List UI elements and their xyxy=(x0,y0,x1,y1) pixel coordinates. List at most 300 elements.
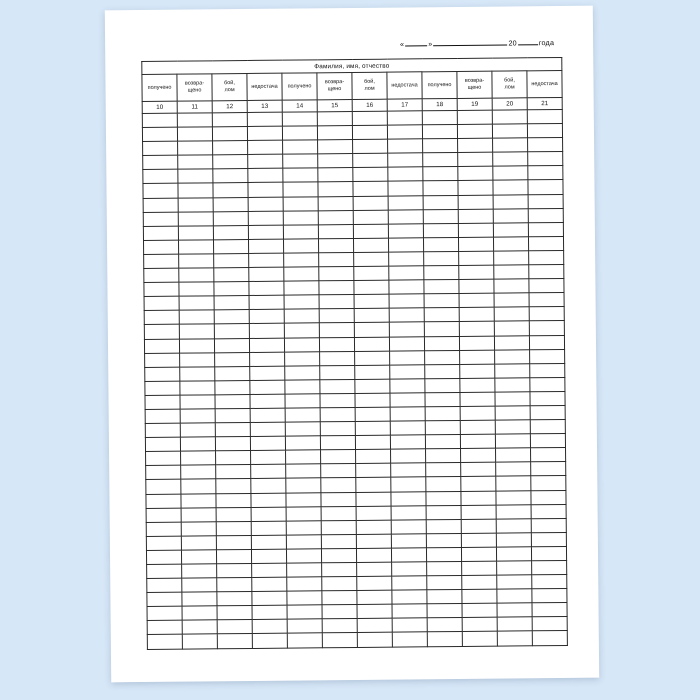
table-cell[interactable] xyxy=(355,421,390,435)
table-cell[interactable] xyxy=(356,478,391,492)
table-cell[interactable] xyxy=(354,252,389,266)
table-cell[interactable] xyxy=(530,434,565,448)
table-cell[interactable] xyxy=(285,394,320,408)
table-cell[interactable] xyxy=(461,547,496,561)
table-cell[interactable] xyxy=(356,492,391,506)
table-cell[interactable] xyxy=(492,124,527,138)
table-cell[interactable] xyxy=(531,490,566,504)
table-cell[interactable] xyxy=(215,408,250,422)
table-cell[interactable] xyxy=(458,167,493,181)
table-cell[interactable] xyxy=(462,632,497,646)
table-cell[interactable] xyxy=(283,182,318,196)
table-cell[interactable] xyxy=(147,606,182,620)
table-cell[interactable] xyxy=(181,550,216,564)
table-cell[interactable] xyxy=(532,631,567,645)
table-cell[interactable] xyxy=(216,451,251,465)
table-cell[interactable] xyxy=(529,335,564,349)
table-cell[interactable] xyxy=(462,575,497,589)
table-cell[interactable] xyxy=(182,606,217,620)
table-cell[interactable] xyxy=(252,563,287,577)
table-cell[interactable] xyxy=(352,111,387,125)
table-cell[interactable] xyxy=(248,239,283,253)
table-cell[interactable] xyxy=(459,322,494,336)
table-cell[interactable] xyxy=(353,182,388,196)
table-cell[interactable] xyxy=(322,562,357,576)
table-cell[interactable] xyxy=(496,448,531,462)
table-cell[interactable] xyxy=(180,352,215,366)
table-cell[interactable] xyxy=(214,282,249,296)
table-cell[interactable] xyxy=(352,125,387,139)
table-cell[interactable] xyxy=(287,605,322,619)
table-cell[interactable] xyxy=(144,325,179,339)
table-cell[interactable] xyxy=(179,338,214,352)
table-cell[interactable] xyxy=(425,435,460,449)
table-cell[interactable] xyxy=(529,250,564,264)
table-cell[interactable] xyxy=(145,437,180,451)
table-cell[interactable] xyxy=(354,323,389,337)
table-cell[interactable] xyxy=(530,405,565,419)
table-cell[interactable] xyxy=(461,448,496,462)
table-cell[interactable] xyxy=(493,237,528,251)
table-cell[interactable] xyxy=(249,324,284,338)
table-cell[interactable] xyxy=(530,391,565,405)
table-cell[interactable] xyxy=(285,351,320,365)
table-cell[interactable] xyxy=(427,632,462,646)
table-cell[interactable] xyxy=(319,295,354,309)
table-cell[interactable] xyxy=(248,140,283,154)
table-cell[interactable] xyxy=(180,437,215,451)
table-cell[interactable] xyxy=(528,222,563,236)
table-cell[interactable] xyxy=(389,252,424,266)
table-cell[interactable] xyxy=(461,477,496,491)
table-cell[interactable] xyxy=(180,367,215,381)
table-cell[interactable] xyxy=(285,365,320,379)
table-cell[interactable] xyxy=(355,351,390,365)
table-cell[interactable] xyxy=(531,546,566,560)
table-cell[interactable] xyxy=(286,506,321,520)
table-cell[interactable] xyxy=(391,520,426,534)
table-cell[interactable] xyxy=(287,577,322,591)
table-cell[interactable] xyxy=(283,196,318,210)
table-cell[interactable] xyxy=(527,124,562,138)
table-cell[interactable] xyxy=(213,155,248,169)
table-cell[interactable] xyxy=(146,451,181,465)
table-cell[interactable] xyxy=(286,535,321,549)
table-cell[interactable] xyxy=(143,226,178,240)
table-cell[interactable] xyxy=(459,336,494,350)
table-cell[interactable] xyxy=(389,280,424,294)
table-cell[interactable] xyxy=(392,576,427,590)
table-cell[interactable] xyxy=(145,381,180,395)
table-cell[interactable] xyxy=(249,309,284,323)
table-cell[interactable] xyxy=(425,364,460,378)
table-cell[interactable] xyxy=(355,365,390,379)
table-cell[interactable] xyxy=(427,590,462,604)
table-cell[interactable] xyxy=(389,308,424,322)
table-cell[interactable] xyxy=(322,633,357,647)
table-cell[interactable] xyxy=(532,617,567,631)
table-cell[interactable] xyxy=(387,111,422,125)
table-cell[interactable] xyxy=(146,494,181,508)
table-cell[interactable] xyxy=(284,281,319,295)
table-cell[interactable] xyxy=(461,462,496,476)
table-cell[interactable] xyxy=(145,367,180,381)
table-cell[interactable] xyxy=(494,307,529,321)
table-cell[interactable] xyxy=(357,619,392,633)
table-cell[interactable] xyxy=(495,363,530,377)
table-cell[interactable] xyxy=(319,252,354,266)
table-cell[interactable] xyxy=(424,308,459,322)
table-cell[interactable] xyxy=(286,549,321,563)
table-cell[interactable] xyxy=(497,561,532,575)
table-cell[interactable] xyxy=(216,479,251,493)
table-cell[interactable] xyxy=(179,324,214,338)
table-cell[interactable] xyxy=(251,507,286,521)
table-cell[interactable] xyxy=(284,337,319,351)
table-cell[interactable] xyxy=(353,139,388,153)
table-cell[interactable] xyxy=(494,251,529,265)
table-cell[interactable] xyxy=(319,337,354,351)
table-cell[interactable] xyxy=(248,154,283,168)
table-cell[interactable] xyxy=(354,266,389,280)
table-cell[interactable] xyxy=(180,395,215,409)
table-cell[interactable] xyxy=(146,522,181,536)
table-cell[interactable] xyxy=(496,504,531,518)
table-cell[interactable] xyxy=(355,379,390,393)
table-cell[interactable] xyxy=(461,533,496,547)
table-cell[interactable] xyxy=(392,590,427,604)
table-cell[interactable] xyxy=(320,407,355,421)
table-cell[interactable] xyxy=(496,533,531,547)
table-cell[interactable] xyxy=(284,253,319,267)
table-cell[interactable] xyxy=(532,560,567,574)
table-cell[interactable] xyxy=(388,167,423,181)
table-cell[interactable] xyxy=(528,152,563,166)
table-cell[interactable] xyxy=(460,350,495,364)
table-cell[interactable] xyxy=(494,321,529,335)
table-cell[interactable] xyxy=(248,211,283,225)
table-cell[interactable] xyxy=(283,140,318,154)
table-cell[interactable] xyxy=(497,631,532,645)
table-cell[interactable] xyxy=(320,422,355,436)
table-cell[interactable] xyxy=(250,436,285,450)
table-cell[interactable] xyxy=(530,363,565,377)
table-cell[interactable] xyxy=(287,633,322,647)
table-cell[interactable] xyxy=(494,293,529,307)
table-cell[interactable] xyxy=(319,309,354,323)
table-cell[interactable] xyxy=(147,635,182,649)
table-cell[interactable] xyxy=(528,180,563,194)
table-cell[interactable] xyxy=(530,349,565,363)
table-cell[interactable] xyxy=(461,491,496,505)
table-cell[interactable] xyxy=(423,237,458,251)
table-cell[interactable] xyxy=(214,296,249,310)
table-cell[interactable] xyxy=(492,110,527,124)
table-cell[interactable] xyxy=(356,449,391,463)
table-cell[interactable] xyxy=(496,462,531,476)
table-cell[interactable] xyxy=(322,619,357,633)
table-cell[interactable] xyxy=(390,364,425,378)
table-cell[interactable] xyxy=(321,534,356,548)
table-cell[interactable] xyxy=(460,364,495,378)
table-cell[interactable] xyxy=(392,562,427,576)
table-cell[interactable] xyxy=(147,621,182,635)
table-cell[interactable] xyxy=(528,236,563,250)
table-cell[interactable] xyxy=(321,548,356,562)
table-cell[interactable] xyxy=(390,407,425,421)
table-cell[interactable] xyxy=(318,140,353,154)
table-cell[interactable] xyxy=(495,378,530,392)
table-cell[interactable] xyxy=(321,450,356,464)
table-cell[interactable] xyxy=(423,153,458,167)
table-cell[interactable] xyxy=(528,208,563,222)
table-cell[interactable] xyxy=(425,421,460,435)
table-cell[interactable] xyxy=(497,575,532,589)
table-cell[interactable] xyxy=(353,153,388,167)
table-cell[interactable] xyxy=(320,351,355,365)
table-cell[interactable] xyxy=(142,113,177,127)
table-cell[interactable] xyxy=(388,139,423,153)
table-cell[interactable] xyxy=(424,322,459,336)
table-cell[interactable] xyxy=(459,251,494,265)
table-cell[interactable] xyxy=(215,366,250,380)
table-cell[interactable] xyxy=(532,603,567,617)
table-cell[interactable] xyxy=(177,113,212,127)
table-cell[interactable] xyxy=(182,578,217,592)
table-cell[interactable] xyxy=(251,479,286,493)
table-cell[interactable] xyxy=(321,478,356,492)
table-cell[interactable] xyxy=(354,337,389,351)
table-cell[interactable] xyxy=(423,167,458,181)
table-cell[interactable] xyxy=(143,212,178,226)
table-cell[interactable] xyxy=(251,535,286,549)
table-cell[interactable] xyxy=(250,408,285,422)
table-cell[interactable] xyxy=(391,534,426,548)
table-cell[interactable] xyxy=(216,465,251,479)
table-cell[interactable] xyxy=(181,465,216,479)
table-cell[interactable] xyxy=(459,293,494,307)
table-cell[interactable] xyxy=(214,253,249,267)
table-cell[interactable] xyxy=(426,491,461,505)
table-cell[interactable] xyxy=(283,154,318,168)
table-cell[interactable] xyxy=(390,350,425,364)
table-cell[interactable] xyxy=(249,281,284,295)
table-cell[interactable] xyxy=(493,152,528,166)
table-cell[interactable] xyxy=(142,127,177,141)
table-cell[interactable] xyxy=(458,223,493,237)
table-cell[interactable] xyxy=(178,169,213,183)
table-cell[interactable] xyxy=(285,380,320,394)
table-cell[interactable] xyxy=(213,225,248,239)
table-cell[interactable] xyxy=(251,549,286,563)
table-cell[interactable] xyxy=(390,393,425,407)
table-cell[interactable] xyxy=(425,406,460,420)
table-cell[interactable] xyxy=(354,308,389,322)
table-cell[interactable] xyxy=(458,181,493,195)
table-cell[interactable] xyxy=(282,112,317,126)
table-cell[interactable] xyxy=(181,522,216,536)
table-cell[interactable] xyxy=(460,420,495,434)
table-cell[interactable] xyxy=(178,240,213,254)
table-cell[interactable] xyxy=(145,423,180,437)
table-cell[interactable] xyxy=(252,577,287,591)
table-cell[interactable] xyxy=(252,605,287,619)
table-cell[interactable] xyxy=(216,507,251,521)
table-cell[interactable] xyxy=(249,253,284,267)
table-cell[interactable] xyxy=(178,183,213,197)
table-cell[interactable] xyxy=(529,321,564,335)
table-cell[interactable] xyxy=(424,280,459,294)
table-cell[interactable] xyxy=(457,124,492,138)
table-cell[interactable] xyxy=(493,194,528,208)
table-cell[interactable] xyxy=(353,210,388,224)
table-cell[interactable] xyxy=(318,224,353,238)
table-cell[interactable] xyxy=(214,338,249,352)
table-cell[interactable] xyxy=(532,575,567,589)
table-cell[interactable] xyxy=(531,532,566,546)
table-cell[interactable] xyxy=(179,282,214,296)
table-cell[interactable] xyxy=(528,166,563,180)
table-cell[interactable] xyxy=(178,155,213,169)
table-cell[interactable] xyxy=(423,209,458,223)
table-cell[interactable] xyxy=(285,436,320,450)
table-cell[interactable] xyxy=(388,209,423,223)
table-cell[interactable] xyxy=(318,210,353,224)
table-cell[interactable] xyxy=(181,493,216,507)
table-cell[interactable] xyxy=(318,182,353,196)
table-cell[interactable] xyxy=(251,493,286,507)
table-cell[interactable] xyxy=(213,169,248,183)
table-cell[interactable] xyxy=(216,535,251,549)
table-cell[interactable] xyxy=(216,521,251,535)
table-cell[interactable] xyxy=(179,310,214,324)
table-cell[interactable] xyxy=(287,563,322,577)
table-cell[interactable] xyxy=(423,181,458,195)
table-cell[interactable] xyxy=(146,508,181,522)
table-cell[interactable] xyxy=(528,194,563,208)
table-cell[interactable] xyxy=(216,549,251,563)
table-cell[interactable] xyxy=(356,534,391,548)
table-cell[interactable] xyxy=(496,476,531,490)
table-cell[interactable] xyxy=(213,211,248,225)
table-cell[interactable] xyxy=(147,592,182,606)
table-cell[interactable] xyxy=(143,170,178,184)
table-cell[interactable] xyxy=(496,490,531,504)
table-cell[interactable] xyxy=(212,127,247,141)
table-cell[interactable] xyxy=(146,465,181,479)
table-cell[interactable] xyxy=(251,464,286,478)
table-cell[interactable] xyxy=(495,349,530,363)
table-cell[interactable] xyxy=(286,464,321,478)
table-cell[interactable] xyxy=(356,548,391,562)
table-cell[interactable] xyxy=(387,125,422,139)
table-cell[interactable] xyxy=(353,196,388,210)
table-cell[interactable] xyxy=(426,505,461,519)
table-cell[interactable] xyxy=(531,462,566,476)
table-cell[interactable] xyxy=(251,521,286,535)
table-cell[interactable] xyxy=(285,422,320,436)
table-cell[interactable] xyxy=(423,139,458,153)
table-cell[interactable] xyxy=(462,561,497,575)
table-cell[interactable] xyxy=(391,477,426,491)
table-cell[interactable] xyxy=(388,238,423,252)
table-cell[interactable] xyxy=(357,562,392,576)
table-cell[interactable] xyxy=(248,225,283,239)
table-cell[interactable] xyxy=(217,592,252,606)
table-cell[interactable] xyxy=(529,307,564,321)
table-cell[interactable] xyxy=(147,578,182,592)
table-cell[interactable] xyxy=(287,619,322,633)
table-cell[interactable] xyxy=(391,463,426,477)
table-cell[interactable] xyxy=(461,505,496,519)
table-cell[interactable] xyxy=(424,251,459,265)
table-cell[interactable] xyxy=(179,296,214,310)
table-cell[interactable] xyxy=(287,591,322,605)
table-cell[interactable] xyxy=(216,493,251,507)
table-cell[interactable] xyxy=(248,183,283,197)
table-cell[interactable] xyxy=(497,603,532,617)
table-cell[interactable] xyxy=(459,265,494,279)
table-cell[interactable] xyxy=(180,381,215,395)
table-cell[interactable] xyxy=(177,127,212,141)
table-cell[interactable] xyxy=(527,109,562,123)
table-cell[interactable] xyxy=(426,449,461,463)
table-cell[interactable] xyxy=(286,492,321,506)
table-cell[interactable] xyxy=(213,183,248,197)
table-cell[interactable] xyxy=(496,519,531,533)
table-cell[interactable] xyxy=(178,211,213,225)
table-cell[interactable] xyxy=(146,536,181,550)
table-cell[interactable] xyxy=(248,197,283,211)
table-cell[interactable] xyxy=(322,577,357,591)
table-cell[interactable] xyxy=(424,336,459,350)
table-cell[interactable] xyxy=(495,434,530,448)
table-cell[interactable] xyxy=(530,420,565,434)
table-cell[interactable] xyxy=(252,591,287,605)
table-cell[interactable] xyxy=(144,296,179,310)
table-cell[interactable] xyxy=(389,266,424,280)
table-cell[interactable] xyxy=(214,268,249,282)
table-cell[interactable] xyxy=(460,378,495,392)
table-cell[interactable] xyxy=(181,451,216,465)
table-cell[interactable] xyxy=(250,380,285,394)
table-cell[interactable] xyxy=(145,395,180,409)
table-cell[interactable] xyxy=(181,507,216,521)
table-cell[interactable] xyxy=(215,437,250,451)
table-cell[interactable] xyxy=(143,198,178,212)
table-cell[interactable] xyxy=(493,223,528,237)
table-cell[interactable] xyxy=(459,279,494,293)
table-cell[interactable] xyxy=(320,436,355,450)
table-cell[interactable] xyxy=(144,339,179,353)
table-cell[interactable] xyxy=(530,377,565,391)
table-cell[interactable] xyxy=(391,449,426,463)
table-cell[interactable] xyxy=(493,138,528,152)
table-cell[interactable] xyxy=(215,394,250,408)
table-cell[interactable] xyxy=(425,350,460,364)
table-cell[interactable] xyxy=(427,576,462,590)
table-cell[interactable] xyxy=(249,267,284,281)
table-cell[interactable] xyxy=(497,589,532,603)
table-cell[interactable] xyxy=(322,605,357,619)
table-cell[interactable] xyxy=(286,450,321,464)
table-cell[interactable] xyxy=(318,154,353,168)
table-cell[interactable] xyxy=(388,195,423,209)
table-cell[interactable] xyxy=(248,169,283,183)
table-cell[interactable] xyxy=(182,634,217,648)
table-cell[interactable] xyxy=(425,378,460,392)
table-cell[interactable] xyxy=(247,112,282,126)
